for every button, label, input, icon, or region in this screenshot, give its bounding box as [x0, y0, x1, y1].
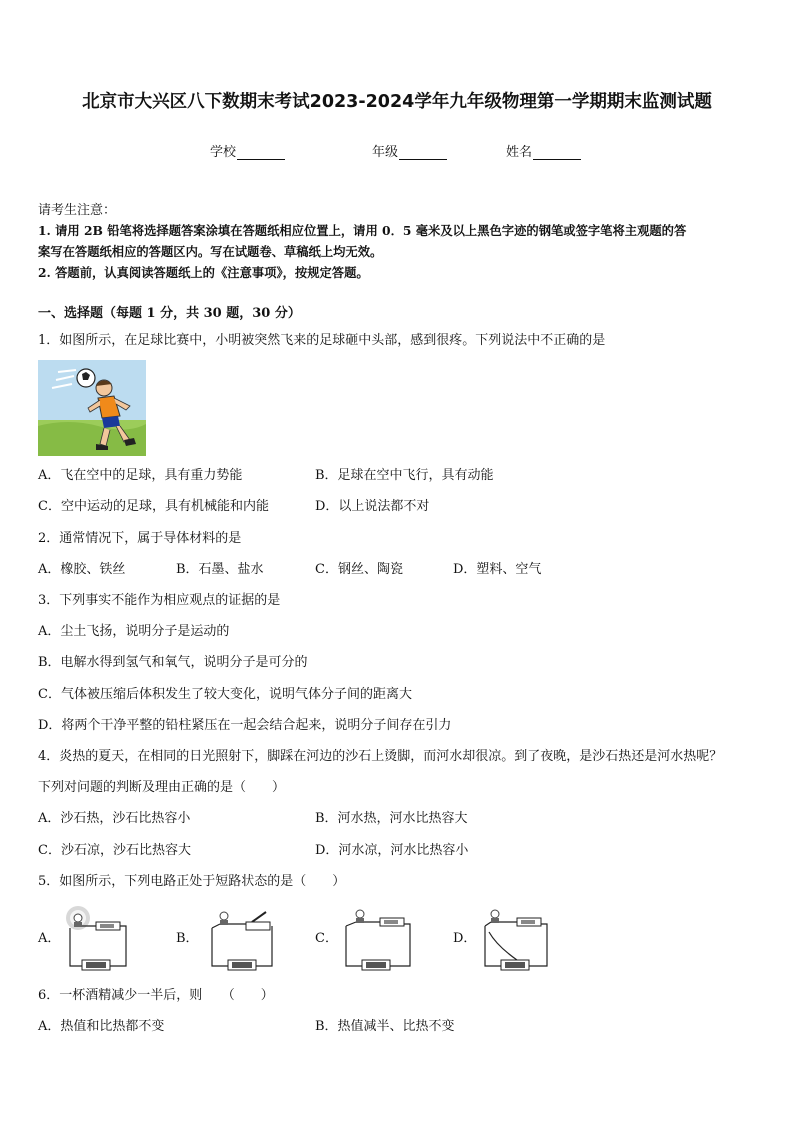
- q5-option-c: C．: [315, 931, 338, 946]
- school-field: [210, 141, 285, 160]
- circuit-diagram-d: [481, 902, 553, 974]
- school-blank: [237, 146, 285, 160]
- q5-option-d: D．: [453, 931, 477, 946]
- question-6-stem: 6．一杯酒精减少一半后，则 （ ）: [38, 988, 274, 1003]
- question-3-stem: 3．下列事实不能作为相应观点的证据的是: [38, 593, 281, 608]
- notice-heading: 请考生注意：: [38, 203, 117, 218]
- soccer-illustration: [38, 360, 146, 456]
- q4-option-d: D．河水凉，河水比热容小: [315, 843, 469, 858]
- q1-option-d: D．以上说法都不对: [315, 499, 430, 514]
- q2-option-a: A．橡胶、铁丝: [38, 562, 126, 577]
- q1-option-a: A．飞在空中的足球，具有重力势能: [38, 468, 243, 483]
- question-1-stem: 1．如图所示，在足球比赛中，小明被突然飞来的足球砸中头部，感到很疼。下列说法中不正确的是: [38, 333, 606, 348]
- q2-option-d: D．塑料、空气: [453, 562, 542, 577]
- q3-option-c: C．气体被压缩后体积发生了较大变化，说明气体分子间的距离大: [38, 687, 412, 702]
- q1-option-b: B．足球在空中飞行，具有动能: [315, 468, 494, 483]
- question-4-stem: 4．炎热的夏天，在相同的日光照射下，脚踩在河边的沙石上烫脚，而河水却很凉。到了夜晚，是沙石热还是河水热呢？: [38, 749, 723, 764]
- q4-option-b: B．河水热，河水比热容大: [315, 811, 468, 826]
- notice-item-1-cont: 案写在答题纸相应的答题区内。写在试题卷、草稿纸上均无效。: [38, 244, 383, 259]
- page-title: 北京市大兴区八下数期末考试2023-2024学年九年级物理第一学期期末监测试题: [82, 92, 712, 112]
- section-heading: 一、选择题（每题 1 分，共 30 题，30 分）: [38, 306, 301, 321]
- q6-option-b: B．热值减半、比热不变: [315, 1019, 455, 1034]
- grade-field: [372, 141, 447, 160]
- q2-option-b: B．石墨、盐水: [176, 562, 264, 577]
- circuit-diagram-b: [206, 902, 278, 974]
- q6-option-a: A．热值和比热都不变: [38, 1019, 165, 1034]
- grade-label: 年级: [372, 145, 399, 160]
- q4-option-c: C．沙石凉，沙石比热容大: [38, 843, 191, 858]
- q5-option-b: B．: [176, 931, 199, 946]
- q1-option-c: C．空中运动的足球，具有机械能和内能: [38, 499, 269, 514]
- name-field: [506, 141, 581, 160]
- name-blank: [533, 146, 581, 160]
- circuit-diagram-c: [342, 902, 414, 974]
- q4-option-a: A．沙石热，沙石比热容小: [38, 811, 191, 826]
- q3-option-a: A．尘土飞扬，说明分子是运动的: [38, 624, 230, 639]
- q5-option-a: A．: [38, 931, 61, 946]
- notice-item-1: 1. 请用 2B 铅笔将选择题答案涂填在答题纸相应位置上，请用 0．5 毫米及以上黑色字迹的钢笔或签字笔将主观题的答: [38, 223, 687, 238]
- q3-option-b: B．电解水得到氢气和氧气，说明分子是可分的: [38, 655, 308, 670]
- grade-blank: [399, 146, 447, 160]
- circuit-diagram-a: [62, 902, 132, 974]
- q3-option-d: D．将两个干净平整的铅柱紧压在一起会结合起来，说明分子间存在引力: [38, 718, 452, 733]
- question-5-stem: 5．如图所示，下列电路正处于短路状态的是（ ）: [38, 874, 346, 889]
- school-label: 学校: [210, 145, 237, 160]
- question-2-stem: 2．通常情况下，属于导体材料的是: [38, 531, 242, 546]
- q2-option-c: C．钢丝、陶瓷: [315, 562, 403, 577]
- notice-item-2: 2. 答题前，认真阅读答题纸上的《注意事项》，按规定答题。: [38, 265, 369, 280]
- name-label: 姓名: [506, 145, 533, 160]
- question-4-stem-cont: 下列对问题的判断及理由正确的是（ ）: [38, 780, 286, 795]
